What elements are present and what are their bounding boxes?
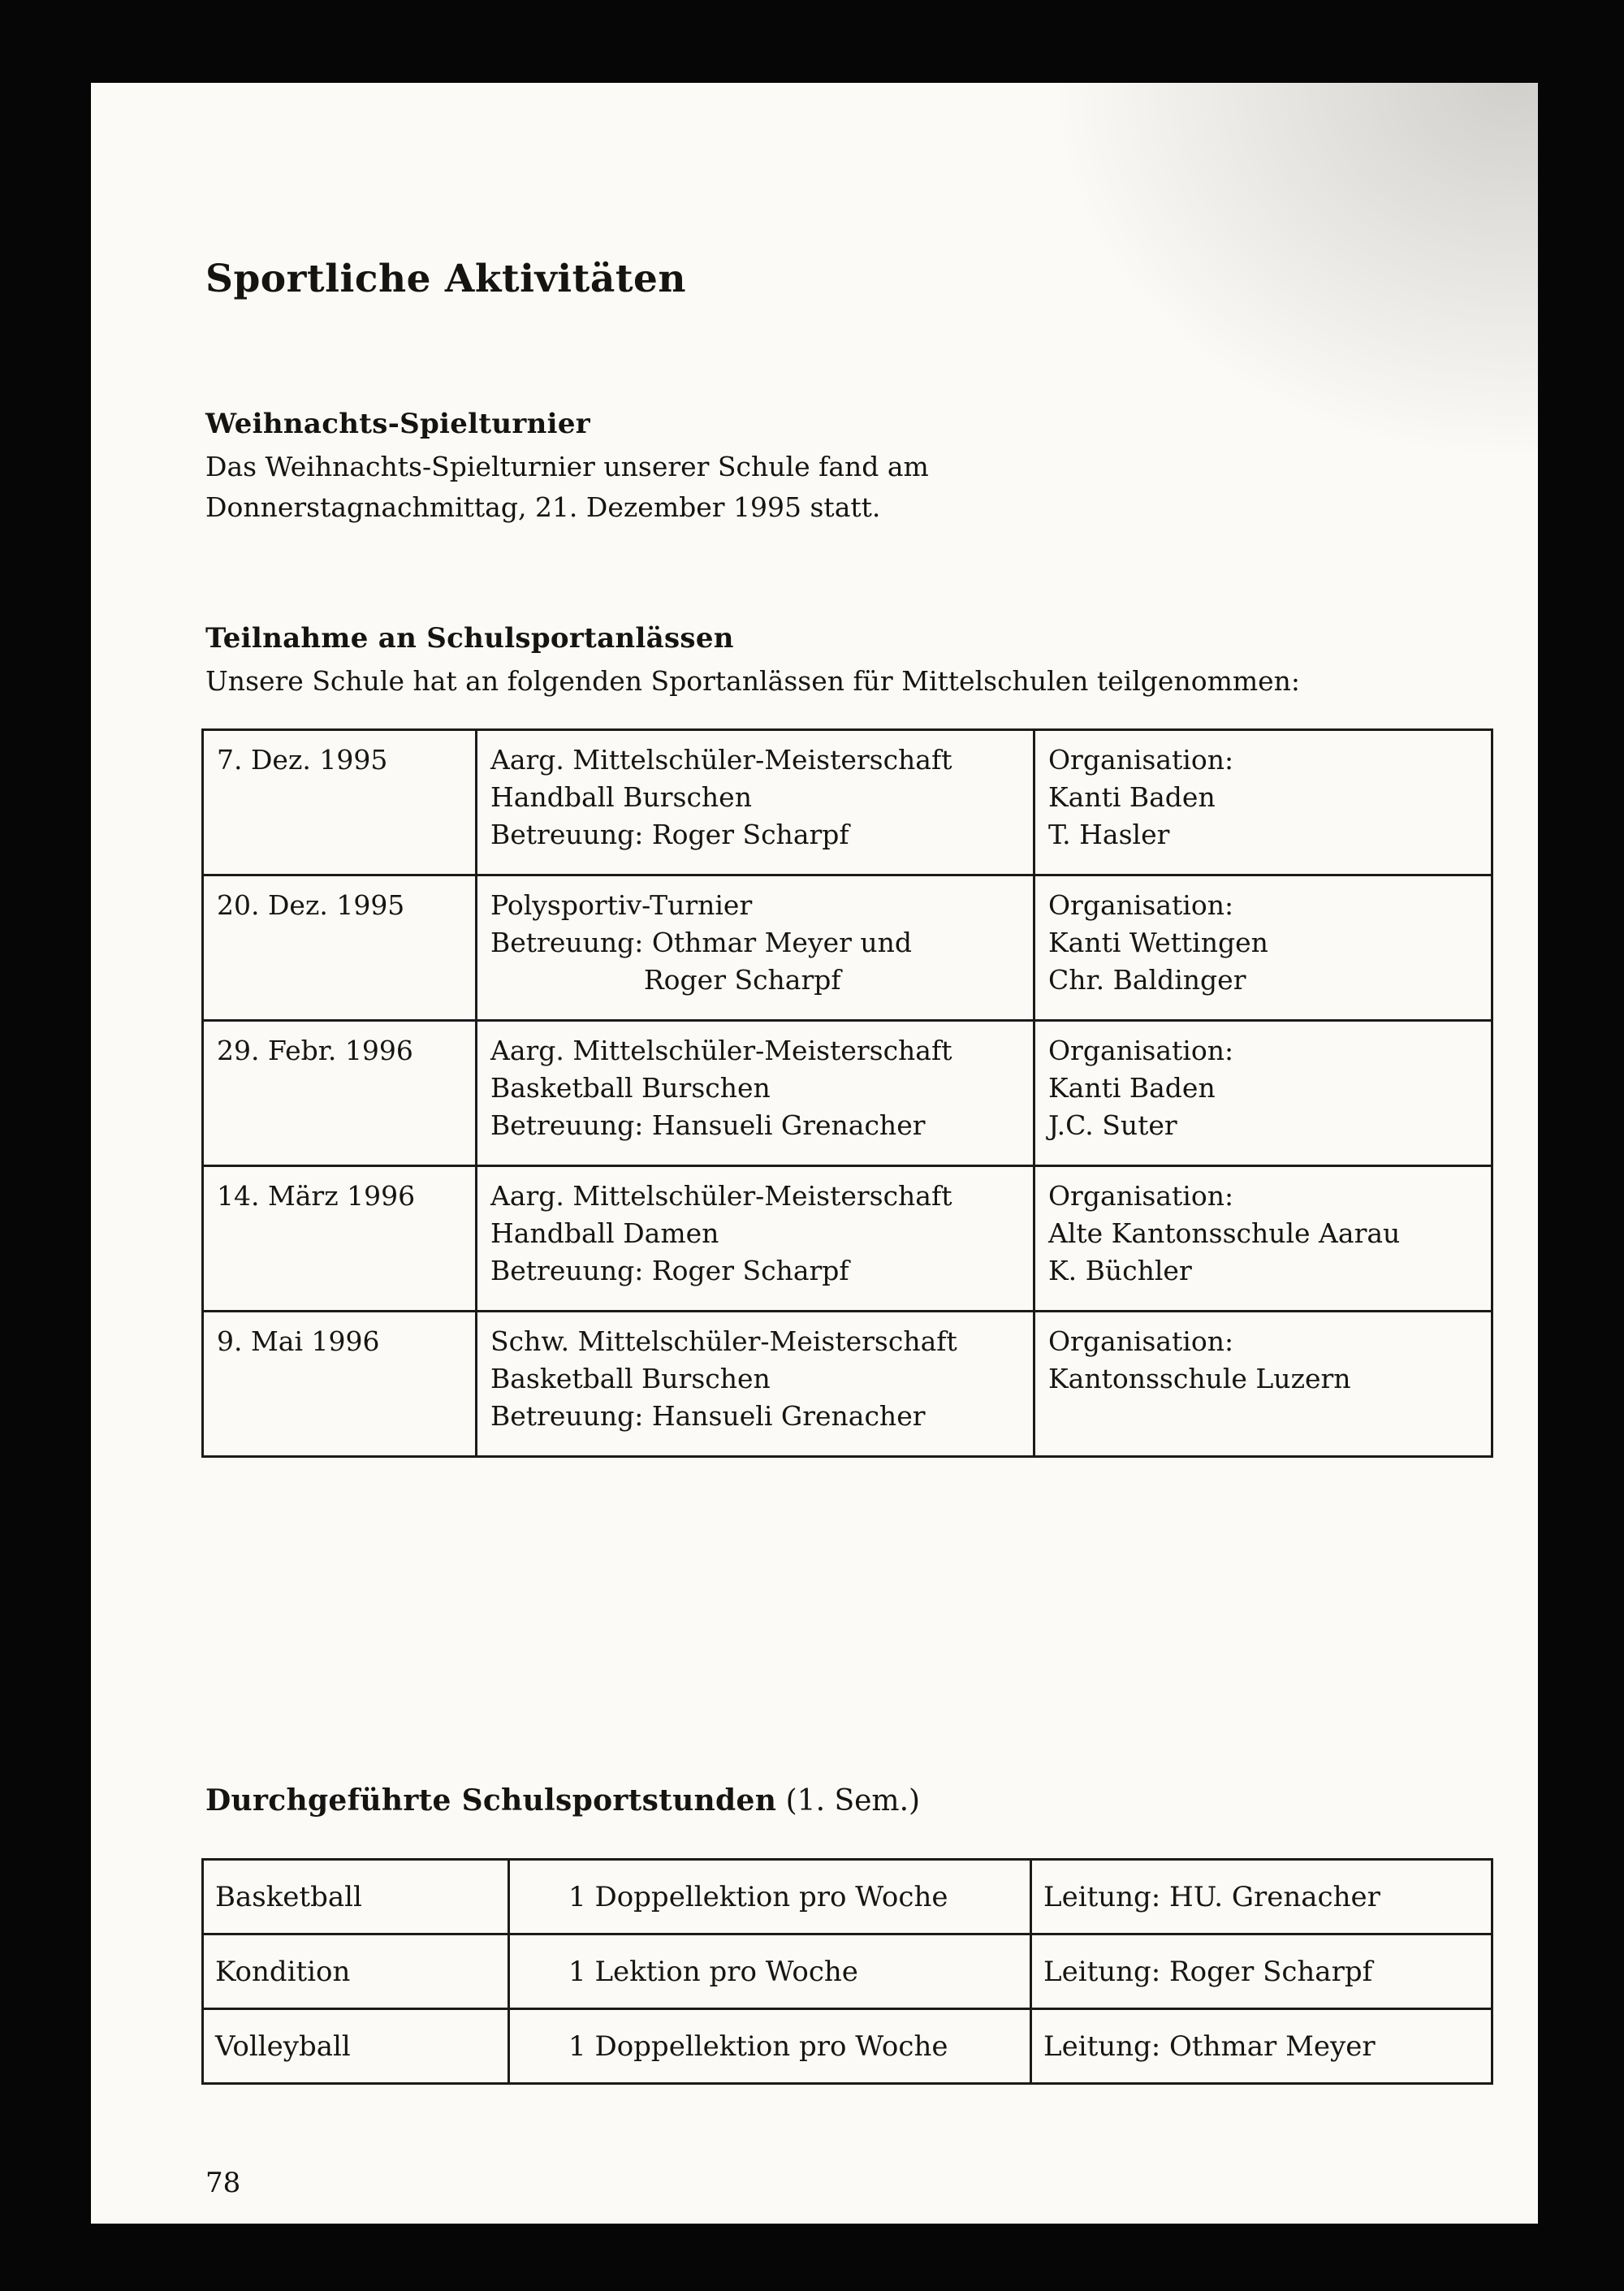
sport-name-cell: Basketball bbox=[203, 1860, 509, 1934]
cell-line: Organisation: bbox=[1048, 889, 1234, 921]
cell-line: Aarg. Mittelschüler-Meisterschaft bbox=[490, 744, 952, 776]
cell-line: Betreuung: Hansueli Grenacher bbox=[490, 1400, 926, 1432]
cell-line: Basketball Burschen bbox=[490, 1363, 771, 1394]
cell-line: Kanti Baden bbox=[1048, 781, 1216, 813]
cell-line: Organisation: bbox=[1048, 1325, 1234, 1357]
event-row bbox=[203, 730, 1492, 875]
event-organisation-cell bbox=[1034, 1021, 1492, 1166]
page-title: Sportliche Aktivitäten bbox=[205, 257, 687, 301]
events-table bbox=[201, 728, 1493, 1458]
section-heading-weihnachts: Weihnachts-Spielturnier bbox=[205, 408, 591, 440]
page-number: 78 bbox=[205, 2167, 241, 2199]
sports-row bbox=[203, 1934, 1492, 2009]
cell-line: Polysportiv-Turnier bbox=[490, 889, 753, 921]
cell-line: 9. Mai 1996 bbox=[217, 1325, 380, 1357]
event-date-cell bbox=[203, 1021, 477, 1166]
section-heading-teilnahme: Teilnahme an Schulsportanlässen bbox=[205, 622, 734, 655]
event-organisation-cell bbox=[1034, 1166, 1492, 1312]
sport-frequency-cell: 1 Lektion pro Woche bbox=[509, 1934, 1031, 2009]
body-text-line: Donnerstagnachmittag, 21. Dezember 1995 statt. bbox=[205, 491, 881, 523]
cell-line: Schw. Mittelschüler-Meisterschaft bbox=[490, 1325, 957, 1357]
cell-line: Kanti Baden bbox=[1048, 1072, 1216, 1104]
cell-line: K. Büchler bbox=[1048, 1255, 1192, 1286]
cell-line: Organisation: bbox=[1048, 1035, 1234, 1066]
event-organisation-cell bbox=[1034, 1312, 1492, 1457]
sport-leader-cell: Leitung: HU. Grenacher bbox=[1031, 1860, 1492, 1934]
cell-line: Roger Scharpf bbox=[490, 964, 841, 996]
cell-line: 29. Febr. 1996 bbox=[217, 1035, 413, 1066]
sports-row bbox=[203, 2009, 1492, 2084]
sport-leader-cell: Leitung: Roger Scharpf bbox=[1031, 1934, 1492, 2009]
event-date-cell bbox=[203, 1312, 477, 1457]
cell-line: J.C. Suter bbox=[1048, 1109, 1177, 1141]
cell-line: Betreuung: Othmar Meyer und bbox=[490, 927, 913, 958]
sports-table-body bbox=[203, 1860, 1492, 2084]
section-teilnahme bbox=[205, 620, 1300, 702]
event-description-cell bbox=[477, 1021, 1034, 1166]
cell-line: Betreuung: Hansueli Grenacher bbox=[490, 1109, 926, 1141]
event-organisation-cell bbox=[1034, 875, 1492, 1021]
event-row bbox=[203, 1021, 1492, 1166]
cell-line: 20. Dez. 1995 bbox=[217, 889, 405, 921]
cell-line: T. Hasler bbox=[1048, 819, 1170, 850]
sport-name-cell: Kondition bbox=[203, 1934, 509, 2009]
cell-line: Basketball Burschen bbox=[490, 1072, 771, 1104]
cell-line: Kanti Wettingen bbox=[1048, 927, 1268, 958]
cell-line: 14. März 1996 bbox=[217, 1180, 416, 1212]
event-description-cell bbox=[477, 1312, 1034, 1457]
cell-line: Organisation: bbox=[1048, 744, 1234, 776]
sport-frequency-cell: 1 Doppellektion pro Woche bbox=[509, 1860, 1031, 1934]
cell-line: 7. Dez. 1995 bbox=[217, 744, 388, 776]
cell-line: Betreuung: Roger Scharpf bbox=[490, 819, 849, 850]
cell-line: Handball Burschen bbox=[490, 781, 752, 813]
event-row bbox=[203, 1166, 1492, 1312]
sports-heading-bold: Durchgeführte Schulsportstunden bbox=[205, 1783, 777, 1818]
cell-line: Kantonsschule Luzern bbox=[1048, 1363, 1351, 1394]
cell-line: Betreuung: Roger Scharpf bbox=[490, 1255, 849, 1286]
event-description-cell bbox=[477, 730, 1034, 875]
sports-heading-rest: (1. Sem.) bbox=[776, 1784, 921, 1818]
body-text-line: Unsere Schule hat an folgenden Sportanlässen für Mittelschulen teilgenommen: bbox=[205, 665, 1301, 697]
event-row bbox=[203, 1312, 1492, 1457]
event-row bbox=[203, 875, 1492, 1021]
events-table-body bbox=[203, 730, 1492, 1457]
cell-line: Aarg. Mittelschüler-Meisterschaft bbox=[490, 1180, 952, 1212]
event-date-cell bbox=[203, 1166, 477, 1312]
document-page bbox=[91, 83, 1538, 2224]
cell-line: Organisation: bbox=[1048, 1180, 1234, 1212]
event-date-cell bbox=[203, 730, 477, 875]
sport-leader-cell: Leitung: Othmar Meyer bbox=[1031, 2009, 1492, 2084]
event-date-cell bbox=[203, 875, 477, 1021]
cell-line: Aarg. Mittelschüler-Meisterschaft bbox=[490, 1035, 952, 1066]
sports-table bbox=[201, 1858, 1493, 2085]
sports-section-heading bbox=[205, 1783, 920, 1818]
sport-frequency-cell: 1 Doppellektion pro Woche bbox=[509, 2009, 1031, 2084]
cell-line: Chr. Baldinger bbox=[1048, 964, 1246, 996]
event-description-cell bbox=[477, 1166, 1034, 1312]
section-weihnachts-spielturnier bbox=[205, 406, 929, 528]
body-text-line: Das Weihnachts-Spielturnier unserer Schule fand am bbox=[205, 451, 929, 482]
sport-name-cell: Volleyball bbox=[203, 2009, 509, 2084]
sports-row bbox=[203, 1860, 1492, 1934]
event-description-cell bbox=[477, 875, 1034, 1021]
event-organisation-cell bbox=[1034, 730, 1492, 875]
cell-line: Handball Damen bbox=[490, 1217, 719, 1249]
cell-line: Alte Kantonsschule Aarau bbox=[1048, 1217, 1401, 1249]
